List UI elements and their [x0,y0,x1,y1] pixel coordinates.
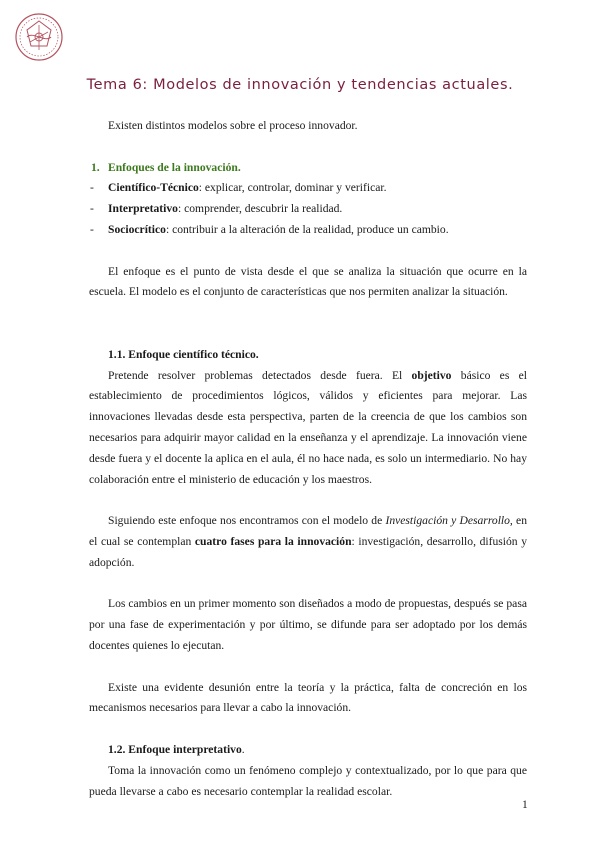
dash-bullet-icon: - [90,222,94,236]
list-item [89,199,527,220]
paragraph-bold-text: objetivo [411,368,452,382]
list-item-text: : explicar, controlar, dominar y verificar. [198,181,387,195]
list-item-term: Sociocrítico [108,222,166,236]
list-item [89,220,527,241]
list-item-text: : contribuir a la alteración de la realidad, produce un cambio. [165,222,449,236]
intro-paragraph: Existen distintos modelos sobre el proceso innovador. [108,119,358,132]
dash-bullet-icon: - [90,202,94,216]
document-body [89,116,527,802]
university-seal-icon [14,12,64,62]
section-1-1-paragraph-4: Existe una evidente desunión entre la teoría y la práctica, falta de concreción en los mecanismos necesarios para llevar a cabo la innovación. [89,680,527,715]
section-1-1-heading: 1.1. Enfoque científico técnico. [108,347,259,361]
section-1-1-paragraph-3: Los cambios en un primer momento son diseñados a modo de propuestas, después se pasa por una fase de experimentación y por último, se difunde para ser adoptado por los demás docentes quienes lo ejecutan. [89,597,527,652]
section-1-2-heading [89,740,527,761]
document-title: Tema 6: Modelos de innovación y tendencias actuales. [86,77,514,93]
list-item-term: Interpretativo [108,202,178,216]
paragraph-text: en el cual se contemplan [89,514,527,548]
enfoque-paragraph: El enfoque es el punto de vista desde el que se analiza la situación que ocurre en la escuela. El modelo es el conjunto de características que nos permiten analizar la situación. [89,264,527,299]
section-1-1-paragraph-2 [89,511,527,573]
paragraph-bold-text: cuatro fases para la innovación [194,534,352,548]
paragraph-text: : investigación, desarrollo, difusión y adopción. [89,534,528,569]
paragraph-text: Pretende resolver problemas detectados desde fuera. El [108,368,412,382]
paragraph-italic-text: Investigación y Desarrollo, [385,514,513,528]
dash-bullet-icon: - [90,181,94,195]
section-1-2-paragraph-1: Toma la innovación como un fenómeno complejo y contextualizado, por lo que para que pueda llevarse a cabo es necesario contemplar la realidad escolar. [89,763,527,798]
section-1-2-heading-text: 1.2. Enfoque interpretativo [108,742,242,756]
section-1-number: 1. [91,160,100,174]
section-1-1-paragraph-1 [89,366,527,491]
list-item-term: Científico-Técnico [108,181,199,195]
paragraph-text: Siguiendo este enfoque nos encontramos con el modelo de [108,514,386,528]
list-item [89,178,527,199]
section-1-heading [89,158,527,179]
paragraph-text: básico es el establecimiento de procedimientos lógicos, válidos y eficientes para mejorar. Las innovaciones llevadas desde esta perspectiva, parten de la creencia de que los cambios son necesarios para adquirir mayor calidad en la enseñanza y el aprendizaje. La innovación viene desde fuera y el docente la aplica en el aula, él no hace nada, es solo un intermediario. No hay colaboración entre el ministerio de educación y los maestros. [89,368,527,486]
section-1-2-heading-period: . [241,742,245,756]
page-number: 1 [522,799,528,811]
section-1-heading-text: Enfoques de la innovación. [108,160,241,174]
list-item-text: : comprender, descubrir la realidad. [177,202,343,216]
